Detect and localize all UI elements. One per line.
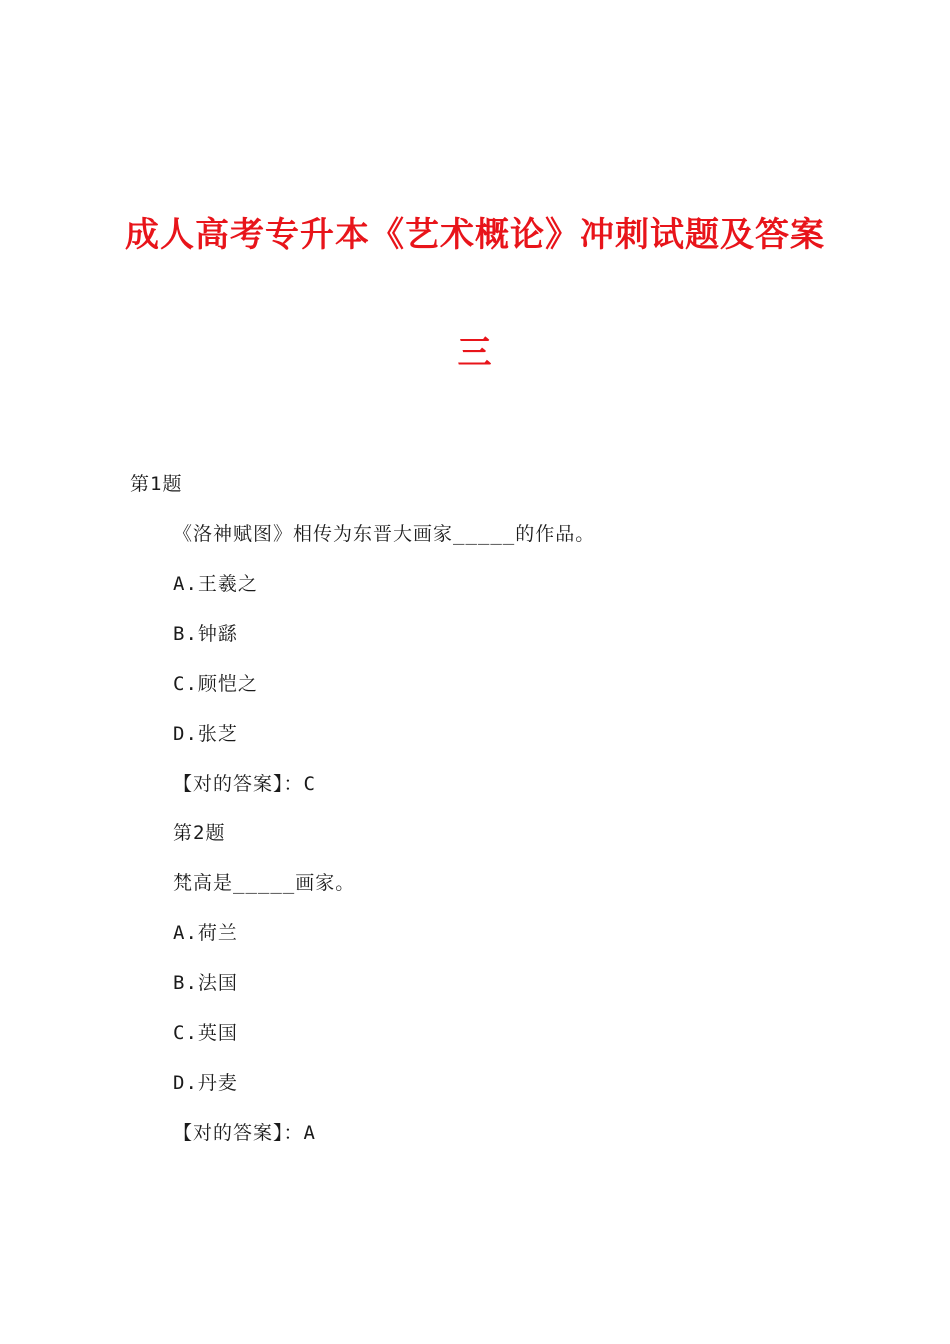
question-answer: 【对的答案】：C [173, 773, 316, 795]
question-option: D.张芝 [173, 723, 238, 745]
question-option: B.钟繇 [173, 623, 238, 645]
question-stem: 《洛神赋图》相传为东晋大画家_____的作品。 [173, 523, 596, 545]
document-title-continued: 三 [457, 333, 493, 373]
question-option: A.荷兰 [173, 922, 238, 944]
question-heading: 第2题 [173, 822, 226, 844]
question-option: D.丹麦 [173, 1072, 238, 1094]
document-title: 成人高考专升本《艺术概论》冲刺试题及答案 [125, 215, 825, 255]
question-answer: 【对的答案】：A [173, 1122, 316, 1144]
question-option: C.顾恺之 [173, 673, 258, 695]
question-option: C.英国 [173, 1022, 238, 1044]
question-option: B.法国 [173, 972, 238, 994]
question-stem: 梵高是_____画家。 [173, 872, 356, 894]
question-heading: 第1题 [130, 473, 183, 495]
question-option: A.王羲之 [173, 573, 258, 595]
